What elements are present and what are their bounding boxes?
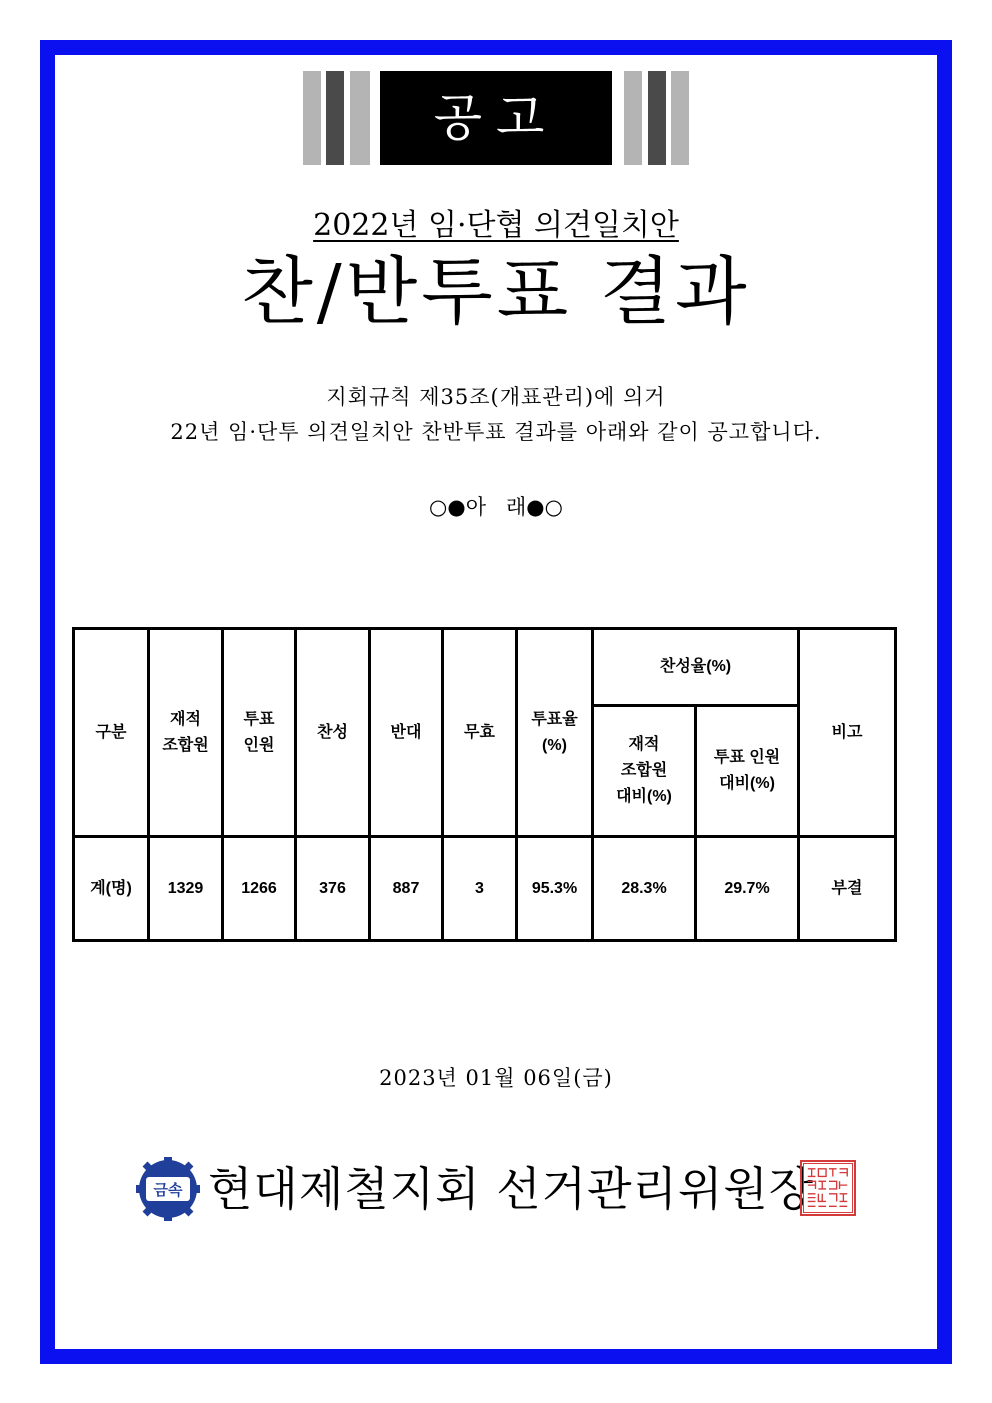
subtitle-text: 2022년 임·단협 의견일치안 xyxy=(313,208,679,243)
header-no: 반대 xyxy=(370,629,443,837)
cell-no: 887 xyxy=(370,837,443,941)
committee-signature: 현대제철지회 선거관리위원장 xyxy=(208,1162,815,1216)
official-seal-icon xyxy=(800,1160,856,1216)
title-bar-right-inner xyxy=(624,71,642,165)
header-members xyxy=(149,629,223,837)
cell-approval-members: 28.3% xyxy=(593,837,696,941)
cell-voters: 1266 xyxy=(223,837,296,941)
header-voters-line1: 투표 xyxy=(243,710,275,728)
header-approval: 찬성율(%) xyxy=(593,629,799,706)
table-row xyxy=(74,837,896,941)
cell-turnout: 95.3% xyxy=(517,837,593,941)
title-bar-left-inner xyxy=(350,71,370,165)
header-approval-voters xyxy=(696,706,799,837)
title-bar-right-middle xyxy=(648,71,666,165)
header-division: 구분 xyxy=(74,629,149,837)
notice-badge: 공고 xyxy=(380,71,612,165)
header-yes: 찬성 xyxy=(296,629,370,837)
header-approval-members-line3: 대비(%) xyxy=(616,788,672,805)
header-remarks: 비고 xyxy=(799,629,896,837)
header-voters xyxy=(223,629,296,837)
cell-yes: 376 xyxy=(296,837,370,941)
cell-approval-voters: 29.7% xyxy=(696,837,799,941)
cell-invalid: 3 xyxy=(443,837,517,941)
below-heading: ○●아 래●○ xyxy=(429,495,563,519)
header-approval-members xyxy=(593,706,696,837)
intro-line-1: 지회규칙 제35조(개표관리)에 의거 xyxy=(326,385,666,409)
table-header-row xyxy=(74,629,896,706)
union-logo-icon xyxy=(136,1157,200,1221)
header-approval-members-line1: 재적 xyxy=(628,736,660,753)
header-invalid: 무효 xyxy=(443,629,517,837)
document-subtitle xyxy=(0,206,992,246)
header-turnout xyxy=(517,629,593,837)
header-voters-line2: 인원 xyxy=(243,736,275,754)
vote-result-table xyxy=(72,627,897,942)
announcement-date: 2023년 01월 06일(금) xyxy=(379,1066,613,1090)
title-bar-left-outer xyxy=(303,71,321,165)
header-turnout-line2: (%) xyxy=(542,736,567,754)
title-bar-right-outer xyxy=(671,71,689,165)
header-turnout-line1: 투표율 xyxy=(531,710,578,728)
cell-remarks: 부결 xyxy=(799,837,896,941)
header-approval-voters-line1: 투표 인원 xyxy=(713,749,781,766)
header-approval-members-line2: 조합원 xyxy=(620,762,668,779)
intro-line-2: 22년 임·단투 의견일치안 찬반투표 결과를 아래와 같이 공고합니다. xyxy=(170,420,822,444)
cell-division: 계(명) xyxy=(74,837,149,941)
header-members-line1: 재적 xyxy=(170,710,201,728)
cell-members: 1329 xyxy=(149,837,223,941)
logo-text: 금속 xyxy=(153,1181,183,1199)
title-bar-left-middle xyxy=(326,71,344,165)
document-title: 찬/반투표 결과 xyxy=(241,249,751,335)
intro-paragraph xyxy=(0,380,992,450)
header-members-line2: 조합원 xyxy=(162,736,209,754)
header-approval-voters-line2: 대비(%) xyxy=(719,775,775,792)
